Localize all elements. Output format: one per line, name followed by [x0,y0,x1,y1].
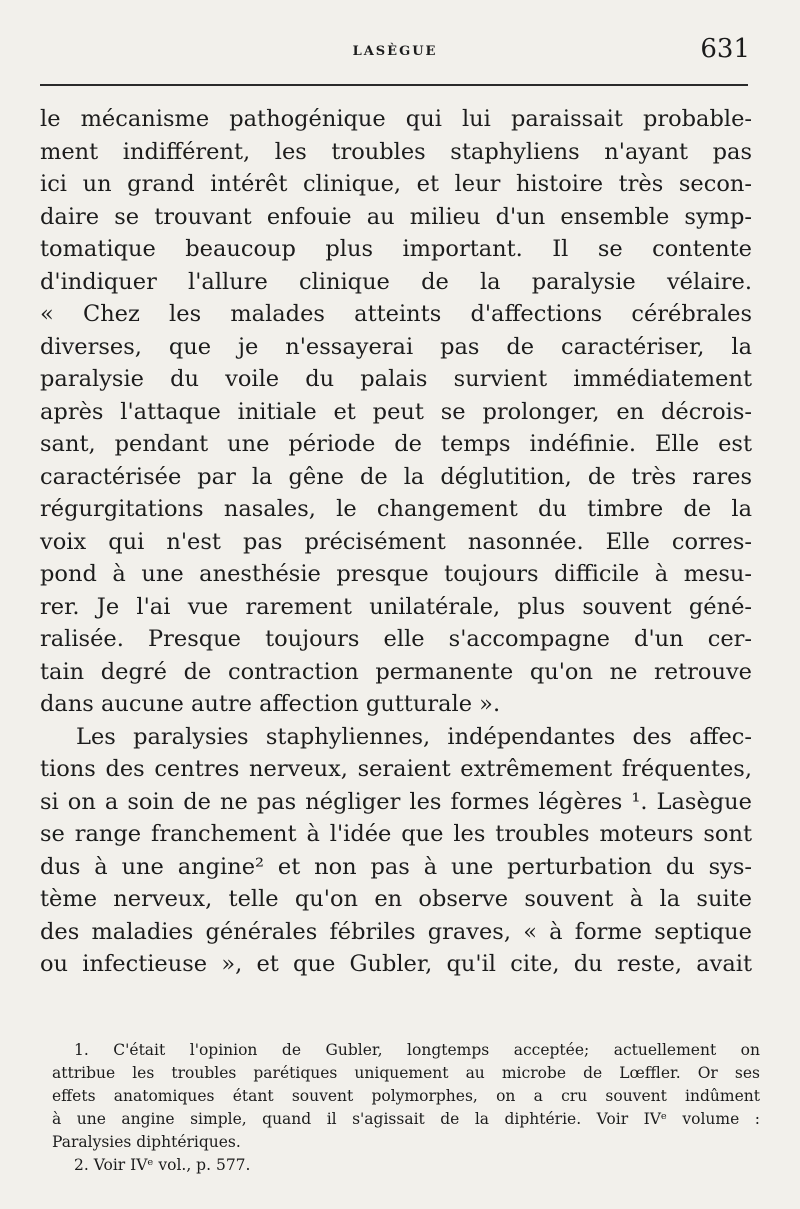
text-line: daire se trouvant enfouie au milieu d'un ensemble symp- [40,203,752,230]
footnote-line: attribue les troubles parétiques uniquement au microbe de Lœffler. Or ses [52,1064,760,1082]
text-line: le mécanisme pathogénique qui lui paraissait probable- [40,106,752,132]
text-line: ralisée. Presque toujours elle s'accompagne d'un cer- [40,626,752,652]
text-line: « Chez les malades atteints d'affections cérébrales [40,301,752,327]
footnote-line: Paralysies diphtériques. [52,1133,241,1151]
text-line: paralysie du voile du palais survient immédiatement [40,366,752,392]
text-line: caractérisée par la gêne de la déglutition, de très rares [40,463,752,490]
text-line: tain degré de contraction permanente qu'on ne retrouve [40,658,752,685]
text-line: tomatique beaucoup plus important. Il se contente [40,236,752,262]
text-line: tème nerveux, telle qu'on en observe souvent à la suite [40,886,752,912]
footnote-line: 1. C'était l'opinion de Gubler, longtemps acceptée; actuellement on [74,1041,760,1059]
text-line: ici un grand intérêt clinique, et leur histoire très secon- [40,171,752,197]
footnote-line: à une angine simple, quand il s'agissait de la diphtérie. Voir IVᵉ volume : [52,1110,760,1128]
footnotes [52,1039,760,1177]
text-line: se range franchement à l'idée que les troubles moteurs sont [40,821,752,847]
text-line: d'indiquer l'allure clinique de la paralysie vélaire. [40,268,752,295]
page-number: 631 [700,34,750,64]
text-line: dus à une angine² et non pas à une perturbation du sys- [40,853,752,880]
text-line: Les paralysies staphyliennes, indépendantes des affec- [76,723,752,750]
text-line: si on a soin de ne pas négliger les formes légères ¹. Lasègue [40,788,752,815]
text-line: sant, pendant une période de temps indéfinie. Elle est [40,431,752,457]
running-head: LASÈGUE [352,44,438,59]
footnote-line: effets anatomiques étant souvent polymorphes, on a cru souvent indûment [52,1087,760,1105]
page-header [40,34,750,68]
text-line: dans aucune autre affection gutturale ». [40,691,501,717]
text-line: pond à une anesthésie presque toujours difficile à mesu- [40,561,752,587]
main-text [40,103,752,981]
text-line: des maladies générales fébriles graves, « à forme septique [40,918,752,945]
header-rule [40,84,748,86]
text-line: tions des centres nerveux, seraient extrêmement fréquentes, [40,756,752,782]
text-line: ment indifférent, les troubles staphyliens n'ayant pas [40,138,752,165]
text-line: ou infectieuse », et que Gubler, qu'il cite, du reste, avait [40,951,752,977]
footnote-line: 2. Voir IVᵉ vol., p. 577. [74,1156,251,1174]
text-line: rer. Je l'ai vue rarement unilatérale, plus souvent géné- [40,593,752,620]
text-line: après l'attaque initiale et peut se prolonger, en décrois- [40,398,752,425]
text-line: voix qui n'est pas précisément nasonnée. Elle corres- [40,528,752,555]
text-line: régurgitations nasales, le changement du timbre de la [40,496,752,522]
text-line: diverses, que je n'essayerai pas de caractériser, la [40,333,752,360]
